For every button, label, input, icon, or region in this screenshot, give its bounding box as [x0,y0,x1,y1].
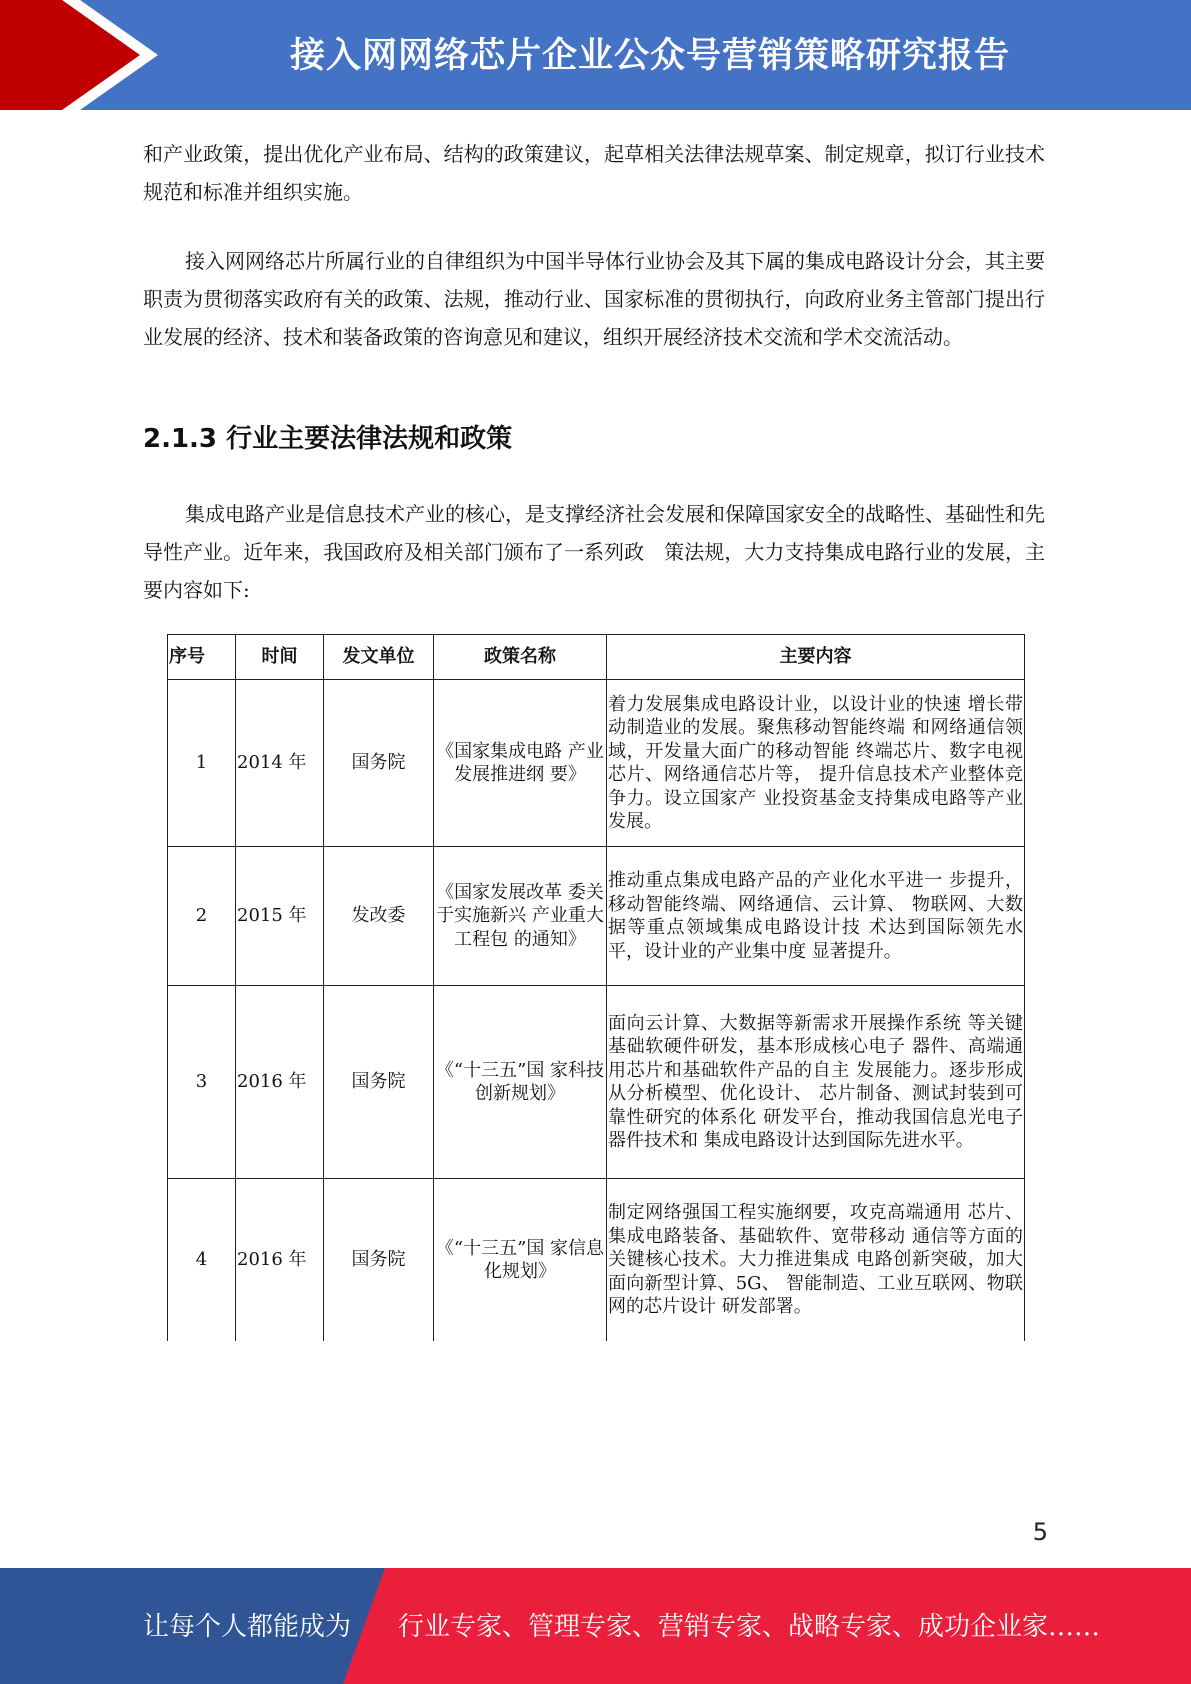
footer-slogan-left: 让每个人都能成为 [143,1612,352,1642]
header-content: 主要内容 [607,635,1025,680]
header-red-arrow [0,0,150,110]
header-banner [0,0,1191,110]
footer-banner [0,1568,1191,1684]
report-title: 接入网网络芯片企业公众号营销策略研究报告 [289,36,1010,76]
cell-no: 1 [168,680,236,847]
header-policy: 政策名称 [434,635,607,680]
paragraph-3: 集成电路产业是信息技术产业的核心，是支撑经济社会发展和保障国家安全的战略性、基础性和先导性产业。近年来，我国政府及相关部门颁布了一系列政 策法规，大力支持集成电路行业的发展，主要内容如下: [143,502,1045,602]
cell-no: 2 [168,847,236,986]
cell-issuer: 国务院 [324,1179,434,1342]
table-row [168,986,1025,1179]
cell-time: 2015 年 [236,847,324,986]
cell-policy: 《“十三五”国 家科技创新规划》 [434,986,607,1179]
cell-content: 面向云计算、大数据等新需求开展操作系统 等关键基础软硬件研发，基本形成核心电子 器件、高端通用芯片和基础软件产品的自主 发展能力。逐步形成从分析模型、优化设计、 芯片制备、测试封装到可靠性研究的体系化 研发平台，推动我国信息光电子器件技术和 集成电路设计达到国际先进水平。 [607,986,1025,1179]
header-time: 时间 [236,635,324,680]
table-header-row [168,635,1025,680]
paragraph-2: 接入网网络芯片所属行业的自律组织为中国半导体行业协会及其下属的集成电路设计分会，其主要职责为贯彻落实政府有关的政策、法规，推动行业、国家标准的贯彻执行，向政府业务主管部门提出行业发展的经济、技术和装备政策的咨询意见和建议，组织开展经济技术交流和学术交流活动。 [143,249,1045,349]
cell-issuer: 国务院 [324,986,434,1179]
cell-policy: 《国家发展改革 委关于实施新兴 产业重大工程包 的通知》 [434,847,607,986]
header-no: 序号 [168,635,236,680]
cell-content: 制定网络强国工程实施纲要，攻克高端通用 芯片、集成电路装备、基础软件、宽带移动 通信等方面的关键核心技术。大力推进集成 电路创新突破，加大面向新型计算、5G、 智能制造、工业互联网、物联网的芯片设计 研发部署。 [607,1179,1025,1342]
cell-time: 2014 年 [236,680,324,847]
table-row [168,1179,1025,1342]
cell-policy: 《国家集成电路 产业发展推进纲 要》 [434,680,607,847]
cell-no: 4 [168,1179,236,1342]
cell-content: 推动重点集成电路产品的产业化水平进一 步提升，移动智能终端、网络通信、云计算、 物联网、大数据等重点领域集成电路设计技 术达到国际领先水平，设计业的产业集中度 显著提升。 [607,847,1025,986]
cell-no: 3 [168,986,236,1179]
table-row [168,680,1025,847]
header-issuer: 发文单位 [324,635,434,680]
paragraph-1: 和产业政策，提出优化产业布局、结构的政策建议，起草相关法律法规草案、制定规章，拟订行业技术规范和标准并组织实施。 [143,142,1045,204]
cell-time: 2016 年 [236,986,324,1179]
table-row [168,847,1025,986]
cell-content: 着力发展集成电路设计业，以设计业的快速 增长带动制造业的发展。聚焦移动智能终端 和网络通信领域，开发量大面广的移动智能 终端芯片、数字电视芯片、网络通信芯片等， 提升信息技术产业整体竞争力。设立国家产 业投资基金支持集成电路等产业发展。 [607,680,1025,847]
cell-time: 2016 年 [236,1179,324,1342]
page-number: 5 [1032,1518,1048,1546]
cell-policy: 《“十三五”国 家信息化规划》 [434,1179,607,1342]
footer-slogan-right: 行业专家、管理专家、营销专家、战略专家、成功企业家…… [398,1612,1101,1642]
policy-table [167,634,1025,1341]
section-heading: 2.1.3 行业主要法律法规和政策 [143,424,513,454]
cell-issuer: 国务院 [324,680,434,847]
cell-issuer: 发改委 [324,847,434,986]
